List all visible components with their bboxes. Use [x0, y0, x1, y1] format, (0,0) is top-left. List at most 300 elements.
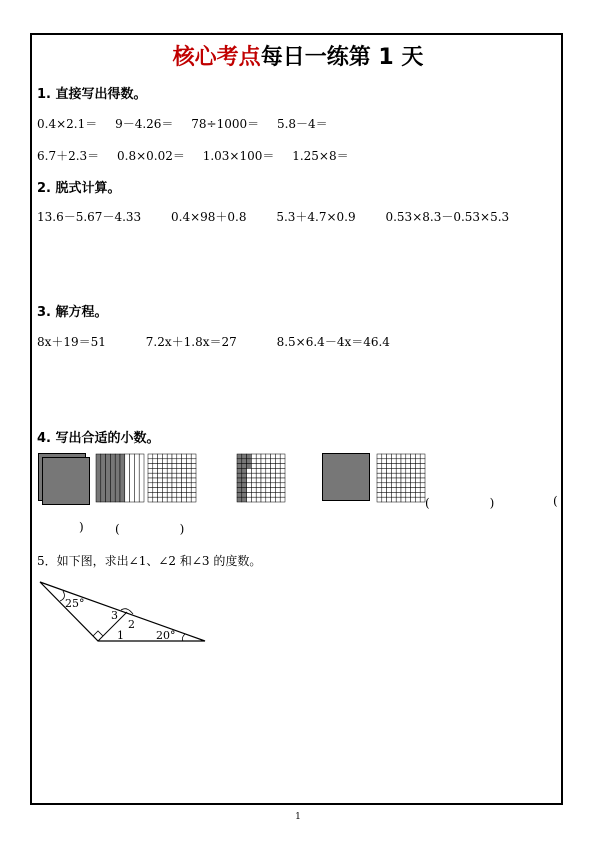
grid-cell: [377, 454, 382, 459]
grid-cell: [167, 473, 172, 478]
grid-cell: [177, 488, 182, 493]
grid-cell: [396, 492, 401, 497]
grid-cell: [420, 488, 425, 493]
grid-cell: [377, 483, 382, 488]
full-square-c: [322, 453, 370, 501]
grid-cell: [242, 483, 247, 488]
grid-cell: [391, 497, 396, 502]
grid-cell: [382, 459, 387, 464]
grid-cell: [162, 497, 167, 502]
grid-cell: [158, 459, 163, 464]
grid-cell: [182, 459, 187, 464]
grid-cell: [148, 454, 153, 459]
grid-cell: [415, 478, 420, 483]
grid-cell: [420, 478, 425, 483]
grid-cell: [415, 497, 420, 502]
grid-cell: [415, 492, 420, 497]
section-3-heading: 3. 解方程。: [37, 305, 108, 320]
grid-cell: [256, 473, 261, 478]
grid-cell: [182, 483, 187, 488]
grid-cell: [247, 473, 252, 478]
grid-cell: [382, 483, 387, 488]
grid-cell: [242, 464, 247, 469]
problem: 0.4×98＋0.8: [171, 210, 247, 224]
tenth-strip: [139, 454, 144, 502]
tenth-strip: [134, 454, 139, 502]
grid-cell: [415, 464, 420, 469]
grid-cell: [280, 454, 285, 459]
grid-cell: [406, 464, 411, 469]
grid-cell: [242, 488, 247, 493]
grid-cell: [377, 468, 382, 473]
grid-cell: [396, 454, 401, 459]
grid-cell: [377, 492, 382, 497]
answer-blank-1[interactable]: ( ): [425, 496, 495, 510]
problem: 0.8×0.02＝: [117, 149, 185, 163]
section-4-heading: 4. 写出合适的小数。: [37, 431, 160, 446]
grid-cell: [266, 464, 271, 469]
grid-cell: [191, 459, 196, 464]
grid-cell: [266, 497, 271, 502]
grid-cell: [191, 454, 196, 459]
grid-cell: [182, 468, 187, 473]
grid-cell: [396, 497, 401, 502]
grid-cell: [172, 468, 177, 473]
grid-cell: [387, 483, 392, 488]
grid-cell: [261, 497, 266, 502]
grid-cell: [237, 478, 242, 483]
grid-cell: [167, 459, 172, 464]
grid-cell: [251, 473, 256, 478]
grid-cell: [382, 492, 387, 497]
problem: 13.6－5.67－4.33: [37, 210, 142, 224]
grid-cell: [275, 468, 280, 473]
grid-cell: [153, 473, 158, 478]
full-square-front: [42, 457, 90, 505]
grid-cell: [148, 483, 153, 488]
grid-cell: [261, 459, 266, 464]
grid-cell: [191, 488, 196, 493]
grid-cell: [256, 454, 261, 459]
grid-cell: [182, 497, 187, 502]
grid-cell: [191, 468, 196, 473]
grid-cell: [387, 492, 392, 497]
grid-cell: [280, 459, 285, 464]
hundredths-grid-b: [236, 453, 286, 503]
grid-cell: [377, 488, 382, 493]
grid-cell: [148, 468, 153, 473]
page-title: [0, 40, 596, 71]
grid-cell: [387, 454, 392, 459]
grid-cell: [186, 459, 191, 464]
grid-cell: [158, 478, 163, 483]
grid-cell: [406, 454, 411, 459]
grid-cell: [401, 492, 406, 497]
grid-cell: [377, 478, 382, 483]
grid-cell: [148, 488, 153, 493]
tenths-grid-a: [95, 453, 145, 503]
section-3-row: [37, 333, 390, 350]
grid-cell: [186, 492, 191, 497]
grid-cell: [247, 478, 252, 483]
angle-label-20: 20°: [156, 629, 176, 642]
grid-cell: [280, 483, 285, 488]
grid-cell: [382, 488, 387, 493]
grid-cell: [377, 497, 382, 502]
grid-cell: [420, 473, 425, 478]
grid-cell: [237, 454, 242, 459]
grid-cell: [391, 478, 396, 483]
grid-cell: [186, 454, 191, 459]
grid-cell: [177, 483, 182, 488]
grid-cell: [153, 488, 158, 493]
grid-cell: [162, 492, 167, 497]
grid-cell: [177, 478, 182, 483]
grid-cell: [177, 464, 182, 469]
grid-cell: [167, 478, 172, 483]
grid-cell: [266, 492, 271, 497]
grid-cell: [411, 497, 416, 502]
grid-cell: [420, 454, 425, 459]
grid-cell: [415, 473, 420, 478]
grid-cell: [237, 483, 242, 488]
grid-cell: [182, 488, 187, 493]
grid-cell: [391, 488, 396, 493]
grid-cell: [406, 488, 411, 493]
grid-cell: [387, 468, 392, 473]
grid-cell: [420, 464, 425, 469]
grid-cell: [406, 492, 411, 497]
grid-cell: [177, 468, 182, 473]
grid-cell: [411, 459, 416, 464]
grid-cell: [251, 497, 256, 502]
grid-cell: [396, 478, 401, 483]
angle-label-2: 2: [128, 618, 135, 631]
grid-cell: [153, 454, 158, 459]
grid-cell: [382, 464, 387, 469]
answer-blank-2-open[interactable]: (: [553, 494, 558, 508]
tenth-strip: [96, 454, 101, 502]
grid-cell: [401, 464, 406, 469]
grid-cell: [172, 454, 177, 459]
grid-cell: [275, 497, 280, 502]
tenth-strip: [110, 454, 115, 502]
tenth-strip: [101, 454, 106, 502]
grid-cell: [162, 468, 167, 473]
section-2-row: [37, 208, 509, 225]
grid-cell: [158, 464, 163, 469]
grid-cell: [382, 468, 387, 473]
grid-cell: [406, 483, 411, 488]
angle-label-3: 3: [111, 609, 118, 622]
grid-cell: [420, 459, 425, 464]
grid-cell: [401, 459, 406, 464]
grid-cell: [271, 459, 276, 464]
grid-cell: [377, 464, 382, 469]
grid-cell: [251, 454, 256, 459]
grid-cell: [182, 473, 187, 478]
problem: 78÷1000＝: [191, 117, 260, 131]
grid-cell: [406, 478, 411, 483]
grid-cell: [387, 473, 392, 478]
grid-cell: [172, 488, 177, 493]
grid-cell: [391, 464, 396, 469]
grid-cell: [167, 497, 172, 502]
grid-cell: [167, 483, 172, 488]
grid-cell: [242, 454, 247, 459]
grid-cell: [391, 473, 396, 478]
grid-cell: [391, 454, 396, 459]
grid-cell: [247, 468, 252, 473]
grid-cell: [172, 492, 177, 497]
grid-cell: [242, 478, 247, 483]
grid-cell: [280, 488, 285, 493]
grid-cell: [411, 464, 416, 469]
grid-cell: [266, 454, 271, 459]
grid-cell: [177, 459, 182, 464]
grid-cell: [162, 483, 167, 488]
grid-cell: [256, 459, 261, 464]
grid-cell: [266, 478, 271, 483]
grid-cell: [271, 492, 276, 497]
grid-cell: [158, 473, 163, 478]
grid-cell: [247, 454, 252, 459]
grid-cell: [275, 488, 280, 493]
grid-cell: [411, 483, 416, 488]
grid-cell: [177, 497, 182, 502]
grid-cell: [382, 478, 387, 483]
grid-cell: [242, 473, 247, 478]
grid-cell: [382, 497, 387, 502]
grid-cell: [172, 459, 177, 464]
grid-cell: [186, 483, 191, 488]
grid-cell: [396, 459, 401, 464]
grid-cell: [396, 473, 401, 478]
grid-cell: [411, 473, 416, 478]
grid-cell: [280, 492, 285, 497]
grid-cell: [153, 478, 158, 483]
grid-cell: [242, 459, 247, 464]
grid-cell: [271, 483, 276, 488]
grid-cell: [261, 483, 266, 488]
section-2-heading: 2. 脱式计算。: [37, 181, 121, 196]
grid-cell: [261, 488, 266, 493]
answer-blank-3[interactable]: ( ): [115, 522, 185, 536]
grid-cell: [158, 483, 163, 488]
grid-cell: [256, 492, 261, 497]
grid-cell: [186, 473, 191, 478]
grid-cell: [251, 464, 256, 469]
grid-cell: [275, 464, 280, 469]
grid-cell: [401, 478, 406, 483]
grid-cell: [172, 497, 177, 502]
grid-cell: [247, 483, 252, 488]
grid-cell: [406, 468, 411, 473]
grid-cell: [148, 473, 153, 478]
grid-cell: [280, 468, 285, 473]
grid-cell: [271, 497, 276, 502]
grid-cell: [237, 473, 242, 478]
grid-cell: [266, 488, 271, 493]
grid-cell: [261, 478, 266, 483]
grid-cell: [162, 473, 167, 478]
tenth-strip: [106, 454, 111, 502]
grid-cell: [275, 492, 280, 497]
problem: 0.53×8.3－0.53×5.3: [385, 210, 510, 224]
grid-cell: [186, 464, 191, 469]
grid-cell: [391, 492, 396, 497]
grid-cell: [251, 488, 256, 493]
grid-cell: [401, 497, 406, 502]
grid-cell: [186, 497, 191, 502]
grid-cell: [387, 497, 392, 502]
grid-cell: [396, 483, 401, 488]
equation: 8.5×6.4－4x＝46.4: [276, 335, 390, 349]
grid-cell: [275, 454, 280, 459]
section-1-row-2: [37, 147, 349, 164]
title-rest: 每日一练第 1 天: [260, 45, 424, 70]
grid-cell: [401, 488, 406, 493]
grid-cell: [271, 488, 276, 493]
grid-cell: [172, 483, 177, 488]
grid-cell: [191, 483, 196, 488]
grid-cell: [280, 478, 285, 483]
grid-cell: [167, 454, 172, 459]
tenth-strip: [115, 454, 120, 502]
angle-label-25: 25°: [65, 597, 85, 610]
grid-cell: [411, 454, 416, 459]
hundredths-grid-empty: [147, 453, 197, 503]
grid-cell: [387, 478, 392, 483]
equation: 8x＋19＝51: [37, 335, 106, 349]
grid-cell: [172, 464, 177, 469]
grid-cell: [251, 468, 256, 473]
grid-cell: [251, 483, 256, 488]
grid-cell: [401, 454, 406, 459]
grid-cell: [148, 464, 153, 469]
grid-cell: [275, 483, 280, 488]
grid-cell: [247, 488, 252, 493]
grid-cell: [247, 497, 252, 502]
grid-cell: [242, 468, 247, 473]
grid-cell: [186, 478, 191, 483]
grid-cell: [251, 459, 256, 464]
grid-cell: [271, 464, 276, 469]
grid-cell: [191, 492, 196, 497]
grid-cell: [387, 488, 392, 493]
grid-cell: [237, 459, 242, 464]
grid-cell: [153, 464, 158, 469]
grid-cell: [167, 492, 172, 497]
grid-cell: [237, 468, 242, 473]
page-number: 1: [295, 812, 301, 822]
grid-cell: [251, 478, 256, 483]
grid-cell: [275, 478, 280, 483]
grid-cell: [387, 459, 392, 464]
problem: 5.3＋4.7×0.9: [276, 210, 356, 224]
grid-cell: [256, 468, 261, 473]
grid-cell: [153, 492, 158, 497]
grid-cell: [148, 459, 153, 464]
grid-cell: [153, 497, 158, 502]
grid-cell: [391, 459, 396, 464]
grid-cell: [396, 488, 401, 493]
grid-cell: [256, 464, 261, 469]
grid-cell: [261, 473, 266, 478]
angle-arc-top: [60, 591, 64, 601]
grid-cell: [162, 459, 167, 464]
grid-cell: [162, 478, 167, 483]
grid-cell: [280, 473, 285, 478]
grid-cell: [261, 464, 266, 469]
grid-cell: [261, 454, 266, 459]
grid-cell: [247, 464, 252, 469]
grid-cell: [237, 488, 242, 493]
grid-cell: [158, 454, 163, 459]
section-5-heading: 5．如下图，求出∠1、∠2 和∠3 的度数。: [37, 554, 262, 568]
section-1-row-1: [37, 115, 328, 132]
grid-cell: [167, 464, 172, 469]
title-highlight: 核心考点: [172, 45, 261, 70]
grid-cell: [401, 473, 406, 478]
grid-cell: [266, 459, 271, 464]
grid-cell: [406, 497, 411, 502]
grid-cell: [167, 468, 172, 473]
grid-cell: [148, 478, 153, 483]
grid-cell: [242, 497, 247, 502]
problem: 1.03×100＝: [202, 149, 275, 163]
grid-cell: [271, 454, 276, 459]
grid-cell: [247, 459, 252, 464]
grid-cell: [191, 497, 196, 502]
grid-cell: [237, 464, 242, 469]
grid-cell: [256, 483, 261, 488]
grid-cell: [415, 459, 420, 464]
grid-cell: [415, 483, 420, 488]
grid-cell: [415, 454, 420, 459]
grid-cell: [148, 497, 153, 502]
angle-arc-right: [182, 634, 185, 641]
grid-cell: [182, 478, 187, 483]
grid-cell: [247, 492, 252, 497]
grid-cell: [242, 492, 247, 497]
grid-cell: [153, 459, 158, 464]
grid-cell: [391, 468, 396, 473]
problem: 9－4.26＝: [115, 117, 174, 131]
grid-cell: [256, 478, 261, 483]
grid-cell: [162, 488, 167, 493]
grid-cell: [191, 473, 196, 478]
grid-cell: [177, 492, 182, 497]
grid-cell: [411, 468, 416, 473]
answer-blank-2-close[interactable]: ): [79, 520, 84, 534]
grid-cell: [158, 492, 163, 497]
grid-cell: [420, 483, 425, 488]
angle-label-1: 1: [117, 629, 124, 642]
tenth-strip: [130, 454, 135, 502]
grid-cell: [261, 468, 266, 473]
grid-cell: [266, 473, 271, 478]
grid-cell: [420, 468, 425, 473]
grid-cell: [280, 464, 285, 469]
section-1-heading: 1. 直接写出得数。: [37, 87, 147, 102]
grid-cell: [271, 478, 276, 483]
hundredths-grid-c: [376, 453, 426, 503]
tenth-strip: [120, 454, 125, 502]
problem: 0.4×2.1＝: [37, 117, 98, 131]
grid-cell: [275, 473, 280, 478]
grid-cell: [182, 492, 187, 497]
